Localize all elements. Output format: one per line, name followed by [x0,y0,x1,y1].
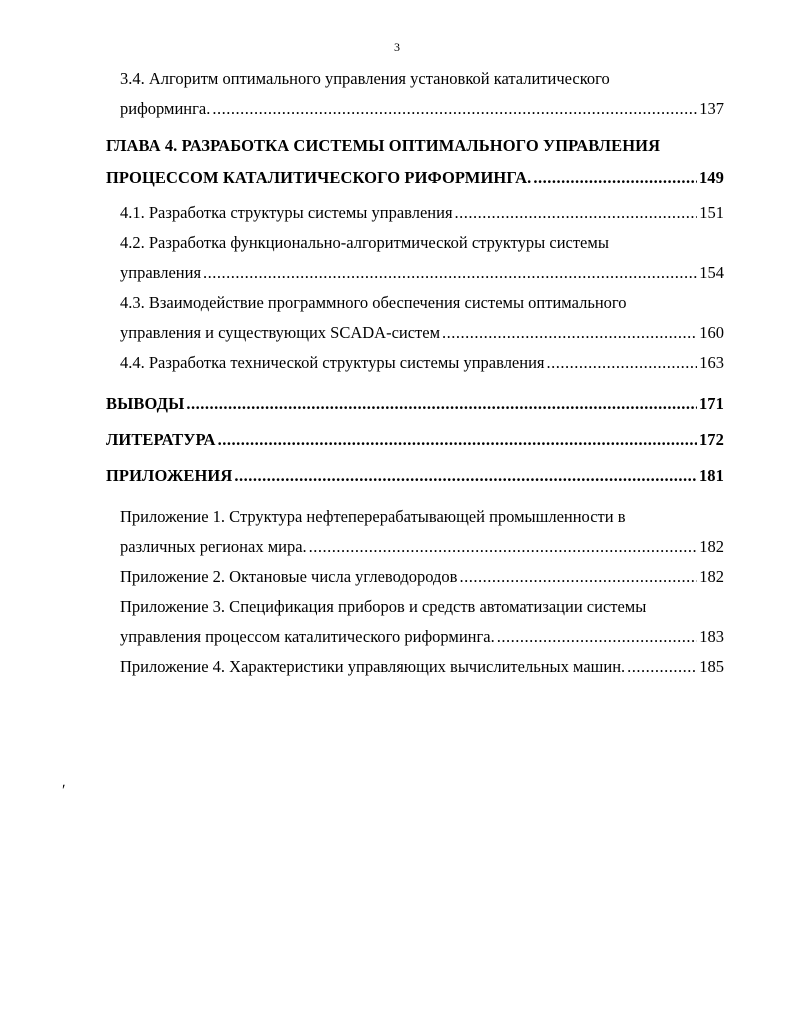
toc-page-number: 172 [698,430,724,449]
toc-entry-text: 4.3. Взаимодействие программного обеспечения системы оптимального [120,293,627,312]
toc-page-number: 182 [699,567,724,586]
toc-chapter-text: ПРОЦЕССОМ КАТАЛИТИЧЕСКОГО РИФОРМИНГА. [106,168,532,187]
dot-leader [627,652,697,682]
toc-entry-text: управления [120,263,202,282]
toc-page-number: 151 [699,203,724,222]
toc-chapter-text: ГЛАВА 4. РАЗРАБОТКА СИСТЕМЫ ОПТИМАЛЬНОГО УПРАВЛЕНИЯ [106,136,661,155]
dot-leader [497,622,698,652]
toc-page-number: 182 [699,537,724,556]
toc-entry-text: различных регионах мира. [120,537,307,556]
toc-entry-text: 4.1. Разработка структуры системы управления [120,203,453,222]
toc-literature [106,424,724,456]
dot-leader [455,198,698,228]
toc-entry-4-2-line1 [106,228,724,258]
toc-entry-text: Приложение 4. Характеристики управляющих вычислительных машин. [120,657,626,676]
toc-entry-3-4-line1 [106,64,724,94]
dot-leader [234,460,697,492]
toc-conclusions [106,388,724,420]
table-of-contents [106,64,724,682]
toc-chapter-text: ПРИЛОЖЕНИЯ [106,466,233,485]
dot-leader [309,532,698,562]
dot-leader [442,318,697,348]
toc-entry-text: 4.2. Разработка функционально-алгоритмической структуры системы [120,233,609,252]
stray-mark: ʹ [62,782,66,799]
toc-page-number: 149 [698,168,724,187]
toc-entry-text: 3.4. Алгоритм оптимального управления установкой каталитического [120,69,610,88]
toc-page-number: 137 [699,99,724,118]
dot-leader [186,388,697,420]
toc-page-number: 160 [699,323,724,342]
toc-entry-4-3-line1 [106,288,724,318]
toc-appendices [106,460,724,492]
toc-entry-text: Приложение 2. Октановые числа углеводородов [120,567,458,586]
dot-leader [547,348,698,378]
page-number: 3 [394,40,400,54]
toc-entry-text: управления и существующих SCADA-систем [120,323,441,342]
toc-entry-text: управления процессом каталитического риформинга. [120,627,495,646]
toc-entry-text: 4.4. Разработка технической структуры системы управления [120,353,545,372]
dot-leader [459,562,697,592]
toc-page-number: 181 [698,466,724,485]
toc-appendix-3-line2 [106,622,724,652]
toc-entry-4-3-line2 [106,318,724,348]
dot-leader [212,94,697,124]
toc-entry-text: риформинга. [120,99,211,118]
toc-page-number: 154 [699,263,724,282]
toc-chapter-4-line2 [106,162,724,194]
toc-page-number: 183 [699,627,724,646]
toc-page-number: 171 [698,394,724,413]
toc-entry-text: Приложение 3. Спецификация приборов и средств автоматизации системы [120,597,647,616]
toc-chapter-4-line1 [106,130,724,162]
toc-entry-text: Приложение 1. Структура нефтеперерабатывающей промышленности в [120,507,626,526]
dot-leader [218,424,697,456]
toc-appendix-3-line1 [106,592,724,622]
toc-appendix-1-line1 [106,502,724,532]
toc-chapter-text: ВЫВОДЫ [106,394,185,413]
dot-leader [203,258,697,288]
dot-leader [533,162,697,194]
toc-entry-4-1 [106,198,724,228]
toc-appendix-2 [106,562,724,592]
toc-appendix-1-line2 [106,532,724,562]
toc-entry-4-2-line2 [106,258,724,288]
toc-page-number: 185 [699,657,724,676]
toc-entry-3-4-line2 [106,94,724,124]
toc-page-number: 163 [699,353,724,372]
toc-chapter-text: ЛИТЕРАТУРА [106,430,216,449]
toc-appendix-4 [106,652,724,682]
toc-entry-4-4 [106,348,724,378]
